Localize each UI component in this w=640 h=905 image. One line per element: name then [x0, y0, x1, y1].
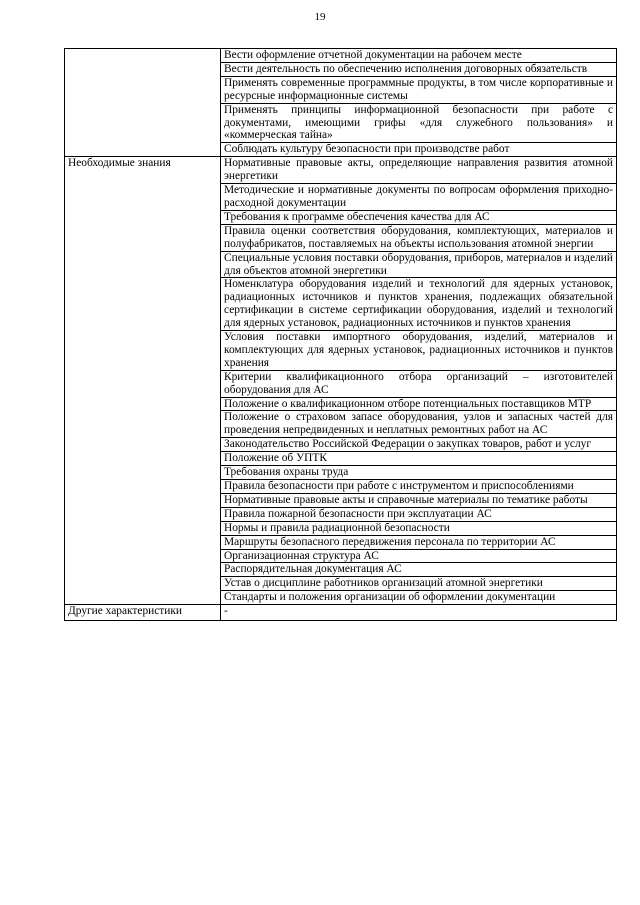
section-item: Распорядительная документация АС [221, 563, 617, 577]
requirements-table [64, 48, 617, 621]
table-row [65, 605, 617, 621]
section-item: Соблюдать культуру безопасности при производстве работ [221, 143, 617, 157]
section-label: Необходимые знания [65, 157, 221, 605]
section-item: Специальные условия поставки оборудования, приборов, материалов и изделий для объектов атомной энергетики [221, 251, 617, 278]
section-item: Нормативные правовые акты и справочные материалы по тематике работы [221, 493, 617, 507]
section-item: Правила оценки соответствия оборудования, комплектующих, материалов и полуфабрикатов, поставляемых на объекты использования атомной энергии [221, 224, 617, 251]
section-item: Положение о квалификационном отборе потенциальных поставщиков МТР [221, 397, 617, 411]
table-body [65, 49, 617, 621]
section-item: Правила пожарной безопасности при эксплуатации АС [221, 507, 617, 521]
section-label [65, 49, 221, 157]
section-item: Положение об УПТК [221, 452, 617, 466]
section-item: Маршруты безопасного передвижения персонала по территории АС [221, 535, 617, 549]
section-item: Стандарты и положения организации об оформлении документации [221, 591, 617, 605]
section-item: - [221, 605, 617, 621]
section-label: Другие характеристики [65, 605, 221, 621]
table-row [65, 157, 617, 184]
section-item: Критерии квалификационного отбора организаций – изготовителей оборудования для АС [221, 370, 617, 397]
section-item: Положение о страховом запасе оборудования, узлов и запасных частей для проведения непредвиденных и неплатных ремонтных работ на АС [221, 411, 617, 438]
section-item: Вести оформление отчетной документации на рабочем месте [221, 49, 617, 63]
section-item: Нормы и правила радиационной безопасности [221, 521, 617, 535]
section-item: Законодательство Российской Федерации о закупках товаров, работ и услуг [221, 438, 617, 452]
section-item: Методические и нормативные документы по вопросам оформления приходно-расходной документации [221, 184, 617, 211]
section-item: Требования охраны труда [221, 466, 617, 480]
section-item: Применять современные программные продукты, в том числе корпоративные и ресурсные информационные системы [221, 76, 617, 103]
page-number: 19 [314, 11, 326, 23]
section-item: Вести деятельность по обеспечению исполнения договорных обязательств [221, 62, 617, 76]
section-item: Требования к программе обеспечения качества для АС [221, 210, 617, 224]
section-item: Организационная структура АС [221, 549, 617, 563]
section-item: Условия поставки импортного оборудования, изделий, материалов и комплектующих для ядерных установок, радиационных источников и пунктов хранения [221, 331, 617, 371]
section-item: Применять принципы информационной безопасности при работе с документами, имеющими грифы «для служебного пользования» и «коммерческая тайна» [221, 103, 617, 143]
section-item: Устав о дисциплине работников организаций атомной энергетики [221, 577, 617, 591]
section-item: Правила безопасности при работе с инструментом и приспособлениями [221, 480, 617, 494]
section-item: Номенклатура оборудования изделий и технологий для ядерных установок, радиационных источников и пунктов хранения, подлежащих обязательной сертификации в системе сертификации оборудования, изделий и технологий для ядерных установок, радиационных источников и пунктов хранения [221, 278, 617, 331]
section-item: Нормативные правовые акты, определяющие направления развития атомной энергетики [221, 157, 617, 184]
table-row [65, 49, 617, 63]
